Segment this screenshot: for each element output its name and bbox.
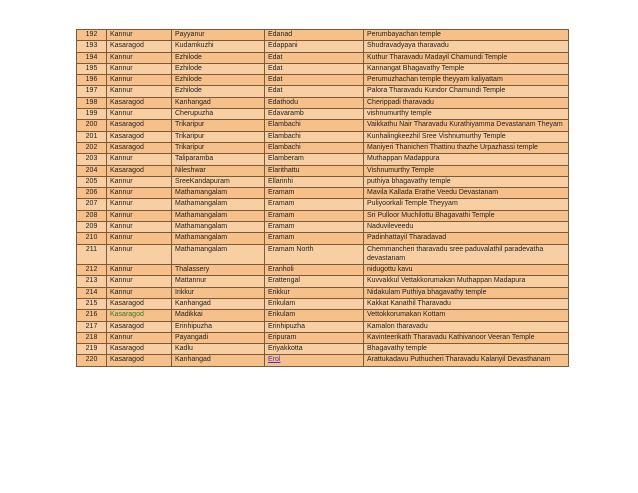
district-cell: Kannur: [107, 176, 172, 187]
district-cell: Kannur: [107, 265, 172, 276]
temple-cell: nidugottu kavu: [364, 265, 569, 276]
table-row: [77, 222, 569, 233]
temple-cell: Sri Pulloor Muchilottu Bhagavathi Temple: [364, 210, 569, 221]
taluk-cell: Ezhilode: [172, 63, 265, 74]
village-cell: Eramam: [265, 188, 364, 199]
table-row: [77, 75, 569, 86]
district-cell: Kasaragod: [107, 120, 172, 131]
district-cell: Kasaragod: [107, 142, 172, 153]
taluk-cell: Trikaripur: [172, 142, 265, 153]
district-cell: Kasaragod: [107, 355, 172, 366]
table-row: [77, 199, 569, 210]
temple-cell: Shudravadyaya tharavadu: [364, 41, 569, 52]
row-number-cell: 214: [77, 287, 107, 298]
row-number-cell: 216: [77, 310, 107, 321]
temple-cell: Vettokkorumakan Kottam: [364, 310, 569, 321]
district-cell: Kannur: [107, 287, 172, 298]
row-number-cell: 202: [77, 142, 107, 153]
village-cell: Eripuram: [265, 332, 364, 343]
row-number-cell: 192: [77, 30, 107, 41]
temple-cell: Palora Tharavadu Kundor Chamundi Temple: [364, 86, 569, 97]
table-row: [77, 109, 569, 120]
row-number-cell: 219: [77, 344, 107, 355]
village-cell: Edanad: [265, 30, 364, 41]
table-row: [77, 154, 569, 165]
row-number-cell: 194: [77, 52, 107, 63]
taluk-cell: Payyanur: [172, 30, 265, 41]
row-number-cell: 215: [77, 298, 107, 309]
row-number-cell: 199: [77, 109, 107, 120]
table-row: [77, 276, 569, 287]
table-row: [77, 30, 569, 41]
district-cell: Kannur: [107, 244, 172, 264]
table-row: [77, 188, 569, 199]
village-cell: Eramam North: [265, 244, 364, 264]
taluk-cell: Ezhilode: [172, 75, 265, 86]
village-cell: Edat: [265, 63, 364, 74]
district-cell: Kannur: [107, 154, 172, 165]
taluk-cell: Kanhangad: [172, 97, 265, 108]
district-cell: Kannur: [107, 75, 172, 86]
taluk-cell: Kadlu: [172, 344, 265, 355]
district-cell: Kannur: [107, 199, 172, 210]
row-number-cell: 217: [77, 321, 107, 332]
taluk-cell: Ezhilode: [172, 86, 265, 97]
taluk-cell: Thalassery: [172, 265, 265, 276]
taluk-cell: Mathamangalam: [172, 210, 265, 221]
row-number-cell: 213: [77, 276, 107, 287]
district-cell: Kasaragod: [107, 41, 172, 52]
taluk-cell: Mathamangalam: [172, 222, 265, 233]
taluk-cell: Irikkur: [172, 287, 265, 298]
row-number-cell: 195: [77, 63, 107, 74]
temple-cell: Chemmancheri tharavadu sree paduvalathil paradevatha devastanam: [364, 244, 569, 264]
table-row: [77, 86, 569, 97]
taluk-cell: Kanhangad: [172, 298, 265, 309]
taluk-cell: Mathamangalam: [172, 233, 265, 244]
taluk-cell: Erinhipuzha: [172, 321, 265, 332]
village-cell: Edat: [265, 52, 364, 63]
table-row: [77, 355, 569, 366]
row-number-cell: 198: [77, 97, 107, 108]
taluk-cell: Nileshwar: [172, 165, 265, 176]
district-cell: Kasaragod: [107, 344, 172, 355]
village-cell: Erikulam: [265, 298, 364, 309]
village-cell: Erinhipuzha: [265, 321, 364, 332]
district-cell: Kannur: [107, 222, 172, 233]
taluk-cell: Mathamangalam: [172, 244, 265, 264]
temple-cell: Arattukadavu Puthucheri Tharavadu Kalariyil Devasthanam: [364, 355, 569, 366]
district-cell: Kannur: [107, 188, 172, 199]
district-cell: Kannur: [107, 276, 172, 287]
table-row: [77, 321, 569, 332]
district-cell: Kannur: [107, 332, 172, 343]
village-cell: Elarithattu: [265, 165, 364, 176]
village-cell: Edat: [265, 86, 364, 97]
table-row: [77, 97, 569, 108]
temple-cell: Perumuzhachan temple theyyam kaliyattam: [364, 75, 569, 86]
taluk-cell: Mathamangalam: [172, 199, 265, 210]
taluk-cell: Mathamangalam: [172, 188, 265, 199]
district-cell: Kasaragod: [107, 298, 172, 309]
row-number-cell: 206: [77, 188, 107, 199]
temple-cell: vishnumurthy temple: [364, 109, 569, 120]
temple-cell: Naduvileveedu: [364, 222, 569, 233]
taluk-cell: Kudamkuzhi: [172, 41, 265, 52]
temple-cell: Kannangat Bhagavathy Temple: [364, 63, 569, 74]
district-cell: Kannur: [107, 63, 172, 74]
table-row: [77, 165, 569, 176]
taluk-cell: Payangadi: [172, 332, 265, 343]
row-number-cell: 220: [77, 355, 107, 366]
temple-cell: Cherippadi tharavadu: [364, 97, 569, 108]
temple-cell: Kuvvakkul Vettakkorumakan Muthappan Madapura: [364, 276, 569, 287]
table-row: [77, 52, 569, 63]
table-row: [77, 344, 569, 355]
district-cell: Kannur: [107, 233, 172, 244]
district-cell: Kasaragod: [107, 97, 172, 108]
temple-cell: Muthappan Madappura: [364, 154, 569, 165]
taluk-cell: Madikkai: [172, 310, 265, 321]
temple-table-body: [77, 30, 569, 367]
taluk-cell: Trikaripur: [172, 120, 265, 131]
temple-cell: Padinhattayil Tharadavad: [364, 233, 569, 244]
temple-cell: Kuthur Tharavadu Madayil Chamundi Temple: [364, 52, 569, 63]
table-row: [77, 244, 569, 264]
taluk-cell: Taliparamba: [172, 154, 265, 165]
taluk-cell: SreeKandapuram: [172, 176, 265, 187]
village-cell: Eramam: [265, 233, 364, 244]
temple-cell: Bhagavathy temple: [364, 344, 569, 355]
district-cell: Kannur: [107, 210, 172, 221]
temple-cell: Kamalon tharavadu: [364, 321, 569, 332]
temple-cell: Maniyeri Thanicheri Thattinu thazhe Urpazhassi temple: [364, 142, 569, 153]
row-number-cell: 197: [77, 86, 107, 97]
village-cell: Eranholi: [265, 265, 364, 276]
district-cell: Kasaragod: [107, 321, 172, 332]
village-cell: Edavaramb: [265, 109, 364, 120]
row-number-cell: 193: [77, 41, 107, 52]
row-number-cell: 203: [77, 154, 107, 165]
table-row: [77, 287, 569, 298]
row-number-cell: 200: [77, 120, 107, 131]
taluk-cell: Cherupuzha: [172, 109, 265, 120]
village-link[interactable]: Erol: [265, 355, 364, 366]
district-cell: Kannur: [107, 86, 172, 97]
district-cell: Kasaragod: [107, 131, 172, 142]
temple-cell: Kakkat Kanathil Tharavadu: [364, 298, 569, 309]
table-row: [77, 120, 569, 131]
temple-cell: Vishnumurthy Temple: [364, 165, 569, 176]
table-row: [77, 142, 569, 153]
village-cell: Eramam: [265, 199, 364, 210]
village-cell: Eramam: [265, 222, 364, 233]
district-cell: Kasaragod: [107, 310, 172, 321]
village-cell: Eramam: [265, 210, 364, 221]
table-row: [77, 63, 569, 74]
temple-cell: Kunhalingkeezhil Sree Vishnumurthy Temple: [364, 131, 569, 142]
table-row: [77, 41, 569, 52]
village-cell: Elambachi: [265, 142, 364, 153]
village-cell: Erikkur: [265, 287, 364, 298]
table-row: [77, 298, 569, 309]
temple-cell: Puliyoorkali Temple Theyyam: [364, 199, 569, 210]
table-row: [77, 265, 569, 276]
table-row: [77, 233, 569, 244]
temple-cell: Kavinteerikath Tharavadu Kathivanoor Veeran Temple: [364, 332, 569, 343]
village-cell: Elambachi: [265, 120, 364, 131]
table-row: [77, 210, 569, 221]
village-cell: Ellarinhi: [265, 176, 364, 187]
row-number-cell: 212: [77, 265, 107, 276]
village-cell: Elamberam: [265, 154, 364, 165]
row-number-cell: 210: [77, 233, 107, 244]
temple-table-container: [76, 29, 568, 367]
temple-table: [76, 29, 569, 367]
village-cell: Erikulam: [265, 310, 364, 321]
village-cell: Elambachi: [265, 131, 364, 142]
row-number-cell: 204: [77, 165, 107, 176]
district-cell: Kasaragod: [107, 165, 172, 176]
district-cell: Kannur: [107, 109, 172, 120]
village-cell: Edappani: [265, 41, 364, 52]
row-number-cell: 211: [77, 244, 107, 264]
row-number-cell: 196: [77, 75, 107, 86]
district-cell: Kannur: [107, 52, 172, 63]
village-cell: Erattengal: [265, 276, 364, 287]
row-number-cell: 201: [77, 131, 107, 142]
taluk-cell: Mattannur: [172, 276, 265, 287]
taluk-cell: Ezhilode: [172, 52, 265, 63]
temple-cell: Nidakulam Puthiya bhagavathy temple: [364, 287, 569, 298]
temple-cell: Vaikkathu Nair Tharavadu Kurathiyamma Devastanam Theyam: [364, 120, 569, 131]
district-cell: Kannur: [107, 30, 172, 41]
table-row: [77, 131, 569, 142]
table-row: [77, 332, 569, 343]
table-row: [77, 310, 569, 321]
village-cell: Edat: [265, 75, 364, 86]
temple-cell: Mavila Kallada Erathe Veedu Devastanam: [364, 188, 569, 199]
taluk-cell: Kanhangad: [172, 355, 265, 366]
taluk-cell: Trikaripur: [172, 131, 265, 142]
table-row: [77, 176, 569, 187]
row-number-cell: 208: [77, 210, 107, 221]
row-number-cell: 205: [77, 176, 107, 187]
temple-cell: Perumbayachan temple: [364, 30, 569, 41]
temple-cell: puthiya bhagavathy temple: [364, 176, 569, 187]
row-number-cell: 209: [77, 222, 107, 233]
row-number-cell: 207: [77, 199, 107, 210]
village-cell: Eriyakkotta: [265, 344, 364, 355]
village-cell: Edathodu: [265, 97, 364, 108]
row-number-cell: 218: [77, 332, 107, 343]
